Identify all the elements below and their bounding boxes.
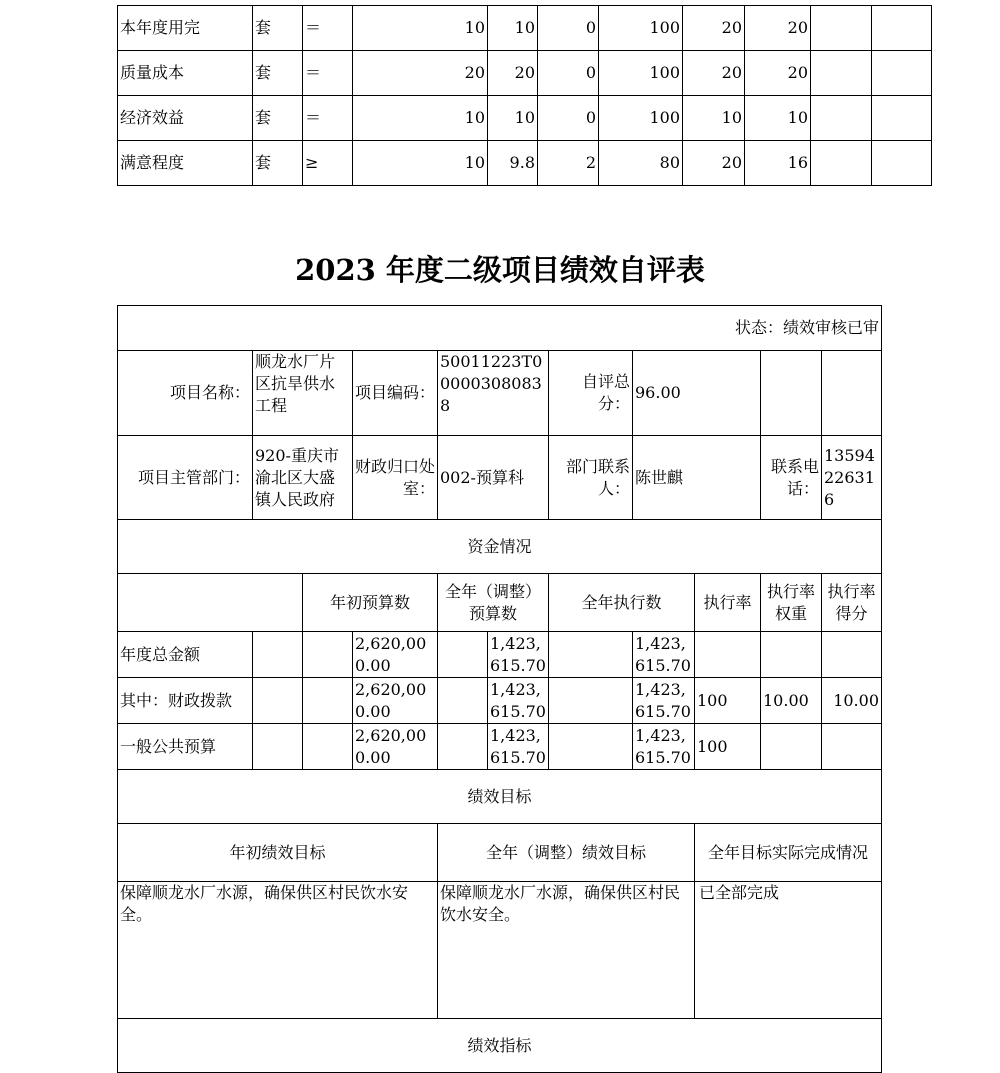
- project-code-value: 50011223T000003080838: [438, 351, 549, 436]
- indicator-deviation: 0: [538, 96, 599, 141]
- indicator-target: 10: [353, 141, 488, 186]
- empty-cell: [822, 351, 882, 436]
- empty-cell: [438, 678, 488, 724]
- empty-cell: [303, 632, 353, 678]
- fund-executed: 1,423,615.70: [633, 632, 695, 678]
- fund-score: [822, 724, 882, 770]
- empty-cell: [872, 96, 932, 141]
- indicator-row: [118, 141, 932, 186]
- fund-initial: 2,620,000.00: [353, 678, 438, 724]
- indicator-score: 20: [745, 51, 811, 96]
- indicator-name: 本年度用完: [118, 6, 253, 51]
- indicator-operator: ＝: [303, 51, 353, 96]
- empty-cell: [303, 678, 353, 724]
- empty-cell: [811, 141, 872, 186]
- initial-goal-header: 年初绩效目标: [118, 824, 438, 882]
- indicator-name: 经济效益: [118, 96, 253, 141]
- indicator-actual: 10: [488, 6, 538, 51]
- initial-goal-text: 保障顺龙水厂水源，确保供区村民饮水安全。: [118, 882, 438, 1019]
- fund-score: [822, 632, 882, 678]
- indicator-score: 20: [745, 6, 811, 51]
- indicator-unit: 套: [253, 6, 303, 51]
- fund-adjusted: 1,423,615.70: [488, 724, 549, 770]
- indicator-actual: 10: [488, 96, 538, 141]
- funds-section-title: 资金情况: [118, 520, 882, 574]
- indicator-operator: ＝: [303, 6, 353, 51]
- indicator-unit: 套: [253, 141, 303, 186]
- empty-cell: [872, 51, 932, 96]
- indicator-unit: 套: [253, 96, 303, 141]
- contact-value: 陈世麒: [633, 436, 761, 520]
- empty-cell: [549, 632, 633, 678]
- indicator-target: 10: [353, 96, 488, 141]
- indicator-deviation: 0: [538, 6, 599, 51]
- goals-section-title: 绩效目标: [118, 770, 882, 824]
- dept-value: 920-重庆市渝北区大盛镇人民政府: [253, 436, 353, 520]
- fund-row-label: 一般公共预算: [118, 724, 253, 770]
- executed-header: 全年执行数: [549, 574, 695, 632]
- self-score-value: 96.00: [633, 351, 761, 436]
- indicator-actual: 20: [488, 51, 538, 96]
- empty-cell: [118, 574, 303, 632]
- adjusted-goal-text: 保障顺龙水厂水源，确保供区村民饮水安全。: [438, 882, 695, 1019]
- indicator-score-table: [117, 5, 932, 186]
- indicator-weight: 20: [683, 51, 745, 96]
- empty-cell: [872, 6, 932, 51]
- dept-label: 项目主管部门：: [118, 436, 253, 520]
- empty-cell: [253, 724, 303, 770]
- indicator-target: 10: [353, 6, 488, 51]
- indicator-weight: 20: [683, 141, 745, 186]
- empty-cell: [761, 351, 822, 436]
- indicator-deviation: 2: [538, 141, 599, 186]
- indicator-rate: 100: [599, 6, 683, 51]
- fund-adjusted: 1,423,615.70: [488, 678, 549, 724]
- empty-cell: [811, 51, 872, 96]
- fund-rate: [695, 632, 761, 678]
- fund-weight: 10.00: [761, 678, 822, 724]
- finance-office-label: 财政归口处室：: [353, 436, 438, 520]
- indicator-score: 10: [745, 96, 811, 141]
- empty-cell: [549, 678, 633, 724]
- indicators-section-title: 绩效指标: [118, 1019, 882, 1073]
- indicator-rate: 100: [599, 51, 683, 96]
- indicator-operator: ≥: [303, 141, 353, 186]
- fund-row-label: 年度总金额: [118, 632, 253, 678]
- execution-rate-header: 执行率: [695, 574, 761, 632]
- indicator-name: 质量成本: [118, 51, 253, 96]
- project-code-label: 项目编码：: [353, 351, 438, 436]
- phone-value: 13594226316: [822, 436, 882, 520]
- fund-weight: [761, 724, 822, 770]
- fund-executed: 1,423,615.70: [633, 724, 695, 770]
- empty-cell: [253, 678, 303, 724]
- empty-cell: [549, 724, 633, 770]
- actual-completion-header: 全年目标实际完成情况: [695, 824, 882, 882]
- fund-initial: 2,620,000.00: [353, 724, 438, 770]
- rate-weight-header: 执行率权重: [761, 574, 822, 632]
- phone-label: 联系电话：: [761, 436, 822, 520]
- empty-cell: [438, 632, 488, 678]
- rate-score-header: 执行率得分: [822, 574, 882, 632]
- fund-row-label: 其中：财政拨款: [118, 678, 253, 724]
- project-name-value: 顺龙水厂片区抗旱供水工程: [253, 351, 353, 436]
- indicator-row: [118, 51, 932, 96]
- indicator-weight: 10: [683, 96, 745, 141]
- fund-rate: 100: [695, 724, 761, 770]
- self-score-label: 自评总分：: [549, 351, 633, 436]
- finance-office-value: 002-预算科: [438, 436, 549, 520]
- status-cell: 状态：绩效审核已审: [118, 306, 882, 351]
- fund-score: 10.00: [822, 678, 882, 724]
- contact-label: 部门联系人：: [549, 436, 633, 520]
- indicator-operator: ＝: [303, 96, 353, 141]
- empty-cell: [811, 96, 872, 141]
- indicator-deviation: 0: [538, 51, 599, 96]
- indicator-row: [118, 96, 932, 141]
- fund-executed: 1,423,615.70: [633, 678, 695, 724]
- indicator-rate: 80: [599, 141, 683, 186]
- actual-completion-text: 已全部完成: [695, 882, 882, 1019]
- fund-weight: [761, 632, 822, 678]
- initial-budget-header: 年初预算数: [303, 574, 438, 632]
- fund-adjusted: 1,423,615.70: [488, 632, 549, 678]
- indicator-row: [118, 6, 932, 51]
- empty-cell: [253, 632, 303, 678]
- empty-cell: [811, 6, 872, 51]
- empty-cell: [303, 724, 353, 770]
- adjusted-budget-header: 全年（调整）预算数: [438, 574, 549, 632]
- self-evaluation-table: [117, 305, 882, 1073]
- indicator-actual: 9.8: [488, 141, 538, 186]
- empty-cell: [872, 141, 932, 186]
- indicator-target: 20: [353, 51, 488, 96]
- project-name-label: 项目名称：: [118, 351, 253, 436]
- adjusted-goal-header: 全年（调整）绩效目标: [438, 824, 695, 882]
- fund-rate: 100: [695, 678, 761, 724]
- indicator-name: 满意程度: [118, 141, 253, 186]
- page-title: 2023 年度二级项目绩效自评表: [295, 253, 705, 287]
- fund-initial: 2,620,000.00: [353, 632, 438, 678]
- empty-cell: [438, 724, 488, 770]
- indicator-rate: 100: [599, 96, 683, 141]
- indicator-score: 16: [745, 141, 811, 186]
- indicator-weight: 20: [683, 6, 745, 51]
- indicator-unit: 套: [253, 51, 303, 96]
